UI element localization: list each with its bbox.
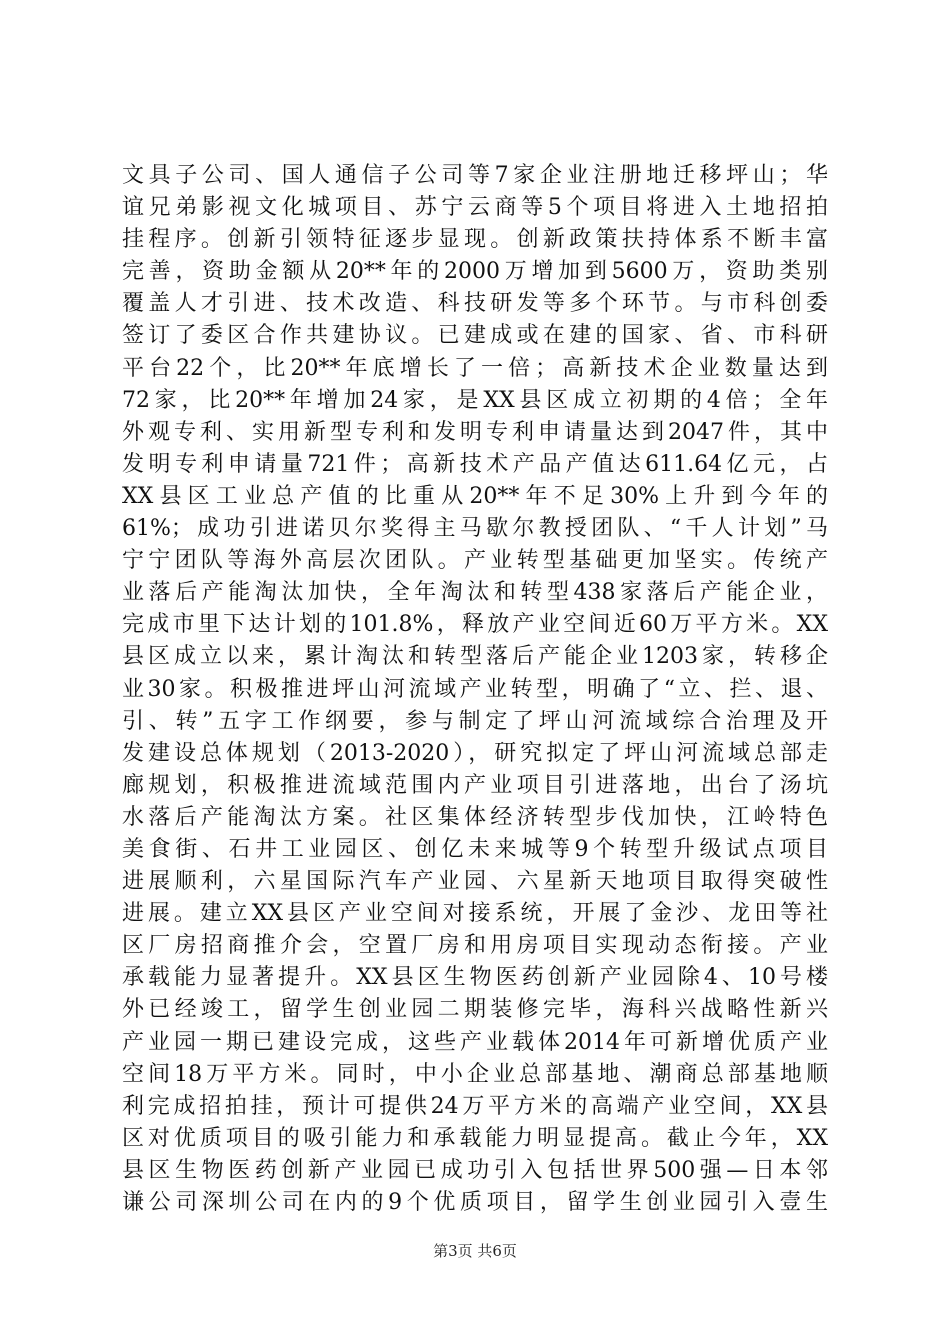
text-line: 县区生物医药创新产业园已成功引入包括世界500强—日本邻 [122, 1157, 828, 1183]
text-line: 挂程序。创新引领特征逐步显现。创新政策扶持体系不断丰富 [122, 227, 828, 253]
text-line: 进展顺利，六星国际汽车产业园、六星新天地项目取得突破性 [122, 869, 828, 895]
text-line: 签订了委区合作共建协议。已建成或在建的国家、省、市科研 [122, 323, 828, 349]
page-footer: 第3页 共6页 [433, 1242, 517, 1260]
text-line: 廊规划，积极推进流域范围内产业项目引进落地，出台了汤坑 [122, 772, 828, 798]
text-line: 外观专利、实用新型专利和发明专利申请量达到2047件，其中 [122, 419, 828, 445]
text-line: 利完成招拍挂，预计可提供24万平方米的高端产业空间，XX县 [122, 1093, 828, 1119]
text-line: 72家，比20**年增加24家，是XX县区成立初期的4倍；全年 [122, 387, 828, 413]
text-line: XX县区工业总产值的比重从20**年不足30%上升到今年的 [122, 483, 828, 509]
text-line: 业30家。积极推进坪山河流域产业转型，明确了“立、拦、退、 [122, 676, 828, 702]
text-line: 平台22个，比20**年底增长了一倍；高新技术企业数量达到 [122, 355, 828, 381]
text-line: 进展。建立XX县区产业空间对接系统，开展了金沙、龙田等社 [122, 901, 828, 927]
text-line: 谊兄弟影视文化城项目、苏宁云商等5个项目将进入土地招拍 [122, 195, 828, 221]
text-line: 区对优质项目的吸引能力和承载能力明显提高。截止今年，XX [122, 1125, 828, 1151]
text-line: 宁宁团队等海外高层次团队。产业转型基础更加坚实。传统产 [122, 548, 828, 574]
text-line: 承载能力显著提升。XX县区生物医药创新产业园除4、10号楼 [122, 965, 828, 991]
text-line: 引、转”五字工作纲要，参与制定了坪山河流域综合治理及开 [122, 708, 828, 734]
text-line: 水落后产能淘汰方案。社区集体经济转型步伐加快，江岭特色 [122, 804, 828, 830]
text-line: 产业园一期已建设完成，这些产业载体2014年可新增优质产业 [122, 1029, 828, 1055]
body-text [122, 160, 828, 1219]
text-line: 完善，资助金额从20**年的2000万增加到5600万，资助类别 [122, 259, 828, 285]
text-line: 美食街、石井工业园区、创亿未来城等9个转型升级试点项目 [122, 836, 828, 862]
text-line: 文具子公司、国人通信子公司等7家企业注册地迁移坪山；华 [122, 163, 828, 188]
text-line: 空间18万平方米。同时，中小企业总部基地、潮商总部基地顺 [122, 1061, 828, 1087]
text-line: 县区成立以来，累计淘汰和转型落后产能企业1203家，转移企 [122, 644, 828, 670]
text-line: 业落后产能淘汰加快，全年淘汰和转型438家落后产能企业， [122, 580, 828, 606]
text-line: 覆盖人才引进、技术改造、科技研发等多个环节。与市科创委 [122, 291, 828, 317]
text-line: 发明专利申请量721件；高新技术产品产值达611.64亿元，占 [122, 451, 828, 477]
text-line: 发建设总体规划（2013-2020），研究拟定了坪山河流域总部走 [122, 740, 828, 766]
text-line: 外已经竣工，留学生创业园二期装修完毕，海科兴战略性新兴 [122, 997, 828, 1023]
text-line: 完成市里下达计划的101.8%，释放产业空间近60万平方米。XX [122, 612, 828, 638]
text-line: 谦公司深圳公司在内的9个优质项目，留学生创业园引入壹生 [122, 1190, 828, 1215]
text-line: 61%；成功引进诺贝尔奖得主马歇尔教授团队、“千人计划”马 [122, 516, 828, 542]
text-line: 区厂房招商推介会，空置厂房和用房项目实现动态衔接。产业 [122, 933, 828, 959]
